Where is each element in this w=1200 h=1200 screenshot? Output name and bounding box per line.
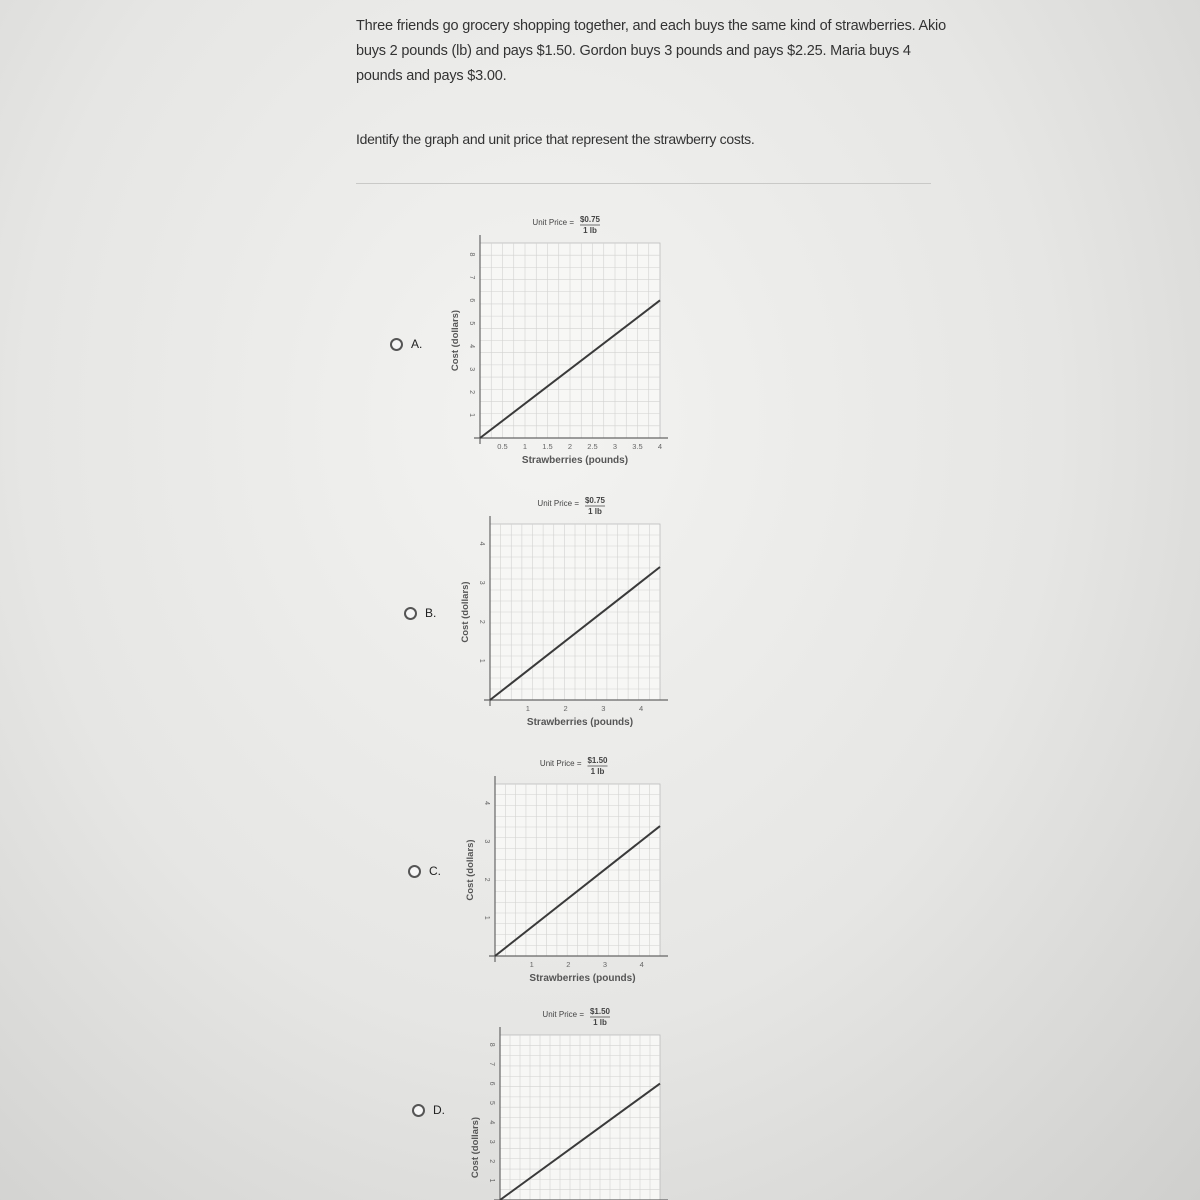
y-tick-label: 4 — [468, 344, 475, 349]
y-tick-label: 2 — [483, 877, 490, 882]
x-axis-label: Strawberries (pounds) — [521, 455, 629, 466]
x-tick-label: 2 — [563, 704, 568, 713]
y-tick-label: 2 — [488, 1159, 495, 1164]
y-tick-label: 1 — [488, 1178, 495, 1183]
y-axis-label: Cost (dollars) — [450, 309, 461, 372]
unit-price-label: Unit Price = — [539, 759, 582, 768]
cost-graph — [380, 997, 700, 1200]
choice-letter: A. — [411, 337, 423, 351]
cost-graph — [380, 205, 700, 466]
y-tick-label: 6 — [468, 298, 475, 303]
unit-price-denominator: 1 lb — [583, 226, 597, 235]
choice-letter: D. — [433, 1103, 445, 1117]
option-d — [380, 997, 700, 1200]
unit-price-label: Unit Price = — [542, 1010, 584, 1019]
choice-letter: B. — [425, 606, 437, 620]
unit-price-numerator: $0.75 — [579, 215, 601, 224]
y-tick-label: 8 — [488, 1042, 495, 1047]
option-b — [380, 488, 700, 728]
y-tick-label: 3 — [478, 580, 485, 585]
x-tick-label: 2.5 — [587, 442, 598, 451]
unit-price-denominator: 1 lb — [593, 1018, 607, 1027]
option-c — [380, 748, 700, 988]
y-tick-label: 3 — [483, 839, 490, 844]
x-tick-label: 2 — [567, 442, 573, 451]
x-tick-label: 1 — [525, 704, 530, 713]
y-tick-label: 8 — [468, 252, 475, 257]
divider — [356, 183, 931, 184]
y-tick-label: 7 — [468, 275, 475, 280]
y-tick-label: 5 — [468, 321, 475, 326]
y-tick-label: 2 — [478, 619, 485, 624]
y-tick-label: 7 — [488, 1062, 495, 1067]
question-prompt: Identify the graph and unit price that represent the strawberry costs. — [356, 131, 755, 147]
x-tick-label: 0.5 — [497, 442, 508, 451]
x-tick-label: 1 — [529, 960, 534, 969]
x-tick-label: 4 — [639, 704, 644, 713]
y-tick-label: 1 — [468, 413, 475, 418]
cost-graph — [380, 748, 700, 988]
x-tick-label: 1.5 — [542, 442, 553, 451]
x-tick-label: 3 — [601, 704, 606, 713]
unit-price-denominator: 1 lb — [590, 767, 605, 776]
y-tick-label: 1 — [483, 915, 490, 920]
y-tick-label: 5 — [488, 1100, 495, 1105]
unit-price-numerator: $1.50 — [587, 756, 608, 765]
y-axis-label: Cost (dollars) — [460, 581, 471, 643]
unit-price-label: Unit Price = — [532, 218, 574, 227]
x-tick-label: 4 — [639, 960, 644, 969]
x-tick-label: 4 — [657, 442, 663, 451]
y-tick-label: 4 — [478, 541, 485, 546]
unit-price-label: Unit Price = — [537, 499, 579, 508]
y-tick-label: 6 — [488, 1081, 495, 1086]
choice-letter: C. — [429, 864, 441, 878]
x-tick-label: 3.5 — [632, 442, 643, 451]
x-axis-label: Strawberries (pounds) — [526, 717, 634, 728]
unit-price-numerator: $0.75 — [584, 496, 606, 505]
option-a — [380, 205, 700, 466]
unit-price-numerator: $1.50 — [589, 1007, 611, 1016]
x-tick-label: 2 — [566, 960, 571, 969]
x-tick-label: 3 — [612, 442, 618, 451]
y-tick-label: 4 — [483, 801, 490, 806]
x-tick-label: 1 — [522, 442, 528, 451]
y-tick-label: 3 — [468, 367, 475, 372]
x-tick-label: 3 — [602, 960, 608, 969]
question-text: Three friends go grocery shopping together, and each buys the same kind of strawberries. Akio buys 2 pounds (lb) and pays $1.50. Gordon buys 3 pounds and pays $2.25. Maria buys 4 pounds and pays $3.00. — [356, 18, 946, 84]
unit-price-denominator: 1 lb — [588, 507, 602, 516]
y-tick-label: 3 — [488, 1139, 495, 1144]
y-tick-label: 2 — [468, 390, 475, 395]
cost-graph — [380, 488, 700, 728]
x-axis-label: Strawberries (pounds) — [529, 973, 636, 984]
y-axis-label: Cost (dollars) — [465, 839, 476, 901]
y-tick-label: 4 — [488, 1120, 495, 1125]
y-axis-label: Cost (dollars) — [470, 1116, 481, 1179]
y-tick-label: 1 — [478, 658, 485, 663]
